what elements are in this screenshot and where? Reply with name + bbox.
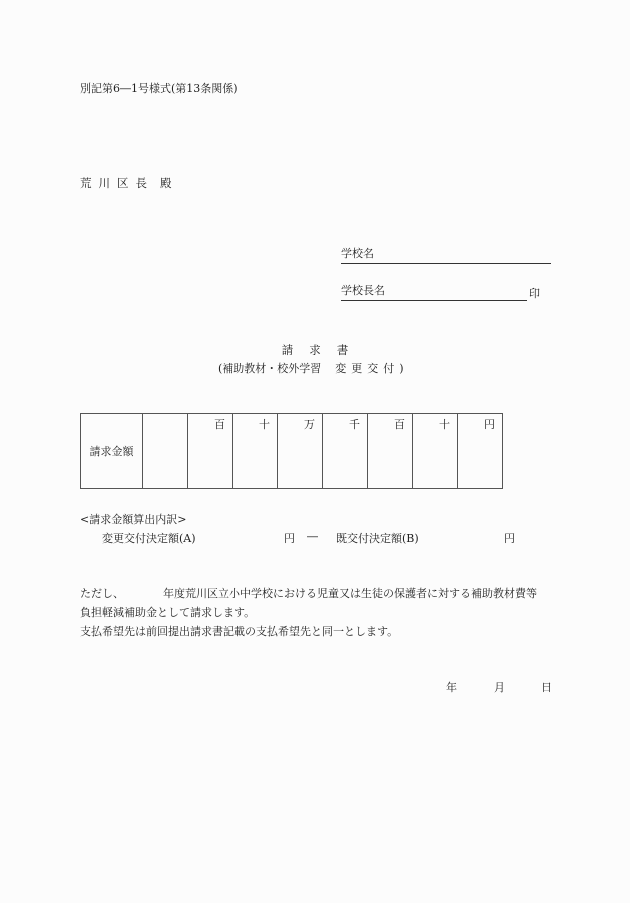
subtitle-change-char: 付 xyxy=(383,362,395,375)
date-year-label: 年 xyxy=(446,681,457,694)
title-char: 書 xyxy=(336,343,349,357)
yen-a-label: 円 xyxy=(284,532,295,545)
existing-decision-label: 既交付決定額(B) xyxy=(336,532,419,545)
change-decision-label: 変更交付決定額(A) xyxy=(102,532,196,545)
school-name-label: 学校名 xyxy=(341,247,374,260)
title-char: 請 xyxy=(281,343,294,357)
title-char: 求 xyxy=(309,343,321,357)
amount-cell-blank[interactable] xyxy=(143,414,188,489)
unit-label: 千 xyxy=(349,418,360,431)
yen-b-label: 円 xyxy=(504,532,515,545)
amount-row xyxy=(81,414,503,489)
unit-label: 万 xyxy=(304,418,315,431)
subtitle-open: (補助教材・校外学習 xyxy=(218,362,322,375)
school-name-field[interactable] xyxy=(341,247,551,264)
subtitle-change-char: 変 xyxy=(335,362,347,375)
para1-rest: 年度荒川区立小中学校における児童又は生徒の保護者に対する補助教材費等 xyxy=(163,587,537,600)
addressee-char: 長 xyxy=(135,176,147,190)
amount-cell-ten-thousand[interactable] xyxy=(278,414,323,489)
breakdown-title: <請求金額算出内訳> xyxy=(80,513,187,526)
subtitle-change-char: 更 xyxy=(351,362,363,375)
amount-cell-hundred[interactable] xyxy=(368,414,413,489)
amount-cell-ten-million[interactable] xyxy=(233,414,278,489)
amount-cell-ten[interactable] xyxy=(413,414,458,489)
minus-sign: ― xyxy=(307,530,318,543)
addressee-char: 荒 xyxy=(80,176,92,190)
amount-cell-thousand[interactable] xyxy=(323,414,368,489)
principal-name-label: 学校長名 xyxy=(341,284,385,297)
subtitle-close: ) xyxy=(399,362,404,375)
unit-label: 円 xyxy=(484,418,495,431)
addressee xyxy=(80,175,172,191)
addressee-honorific: 殿 xyxy=(160,176,172,190)
document-title xyxy=(0,342,630,358)
subtitle-change-char: 交 xyxy=(367,362,379,375)
body-paragraph-3: 支払希望先は前回提出請求書記載の支払希望先と同一とします。 xyxy=(80,625,399,638)
amount-table xyxy=(80,413,503,489)
para1-start: ただし、 xyxy=(80,587,124,600)
addressee-char: 川 xyxy=(98,176,110,190)
amount-cell-hundred-million[interactable] xyxy=(188,414,233,489)
unit-label: 十 xyxy=(259,418,270,431)
date-month-label: 月 xyxy=(494,681,505,694)
unit-label: 百 xyxy=(214,418,225,431)
amount-cell-yen[interactable] xyxy=(458,414,503,489)
unit-label: 十 xyxy=(439,418,450,431)
date-day-label: 日 xyxy=(541,681,552,694)
addressee-char: 区 xyxy=(117,176,129,190)
amount-label: 請求金額 xyxy=(81,414,143,489)
body-paragraph-1 xyxy=(80,585,537,601)
seal-mark: 印 xyxy=(529,287,540,300)
body-paragraph-2: 負担軽減補助金として請求します。 xyxy=(80,606,256,619)
document-subtitle xyxy=(218,360,404,376)
unit-label: 百 xyxy=(394,418,405,431)
principal-name-field[interactable] xyxy=(341,284,527,301)
form-number: 別記第6―1号様式(第13条関係) xyxy=(80,82,238,95)
